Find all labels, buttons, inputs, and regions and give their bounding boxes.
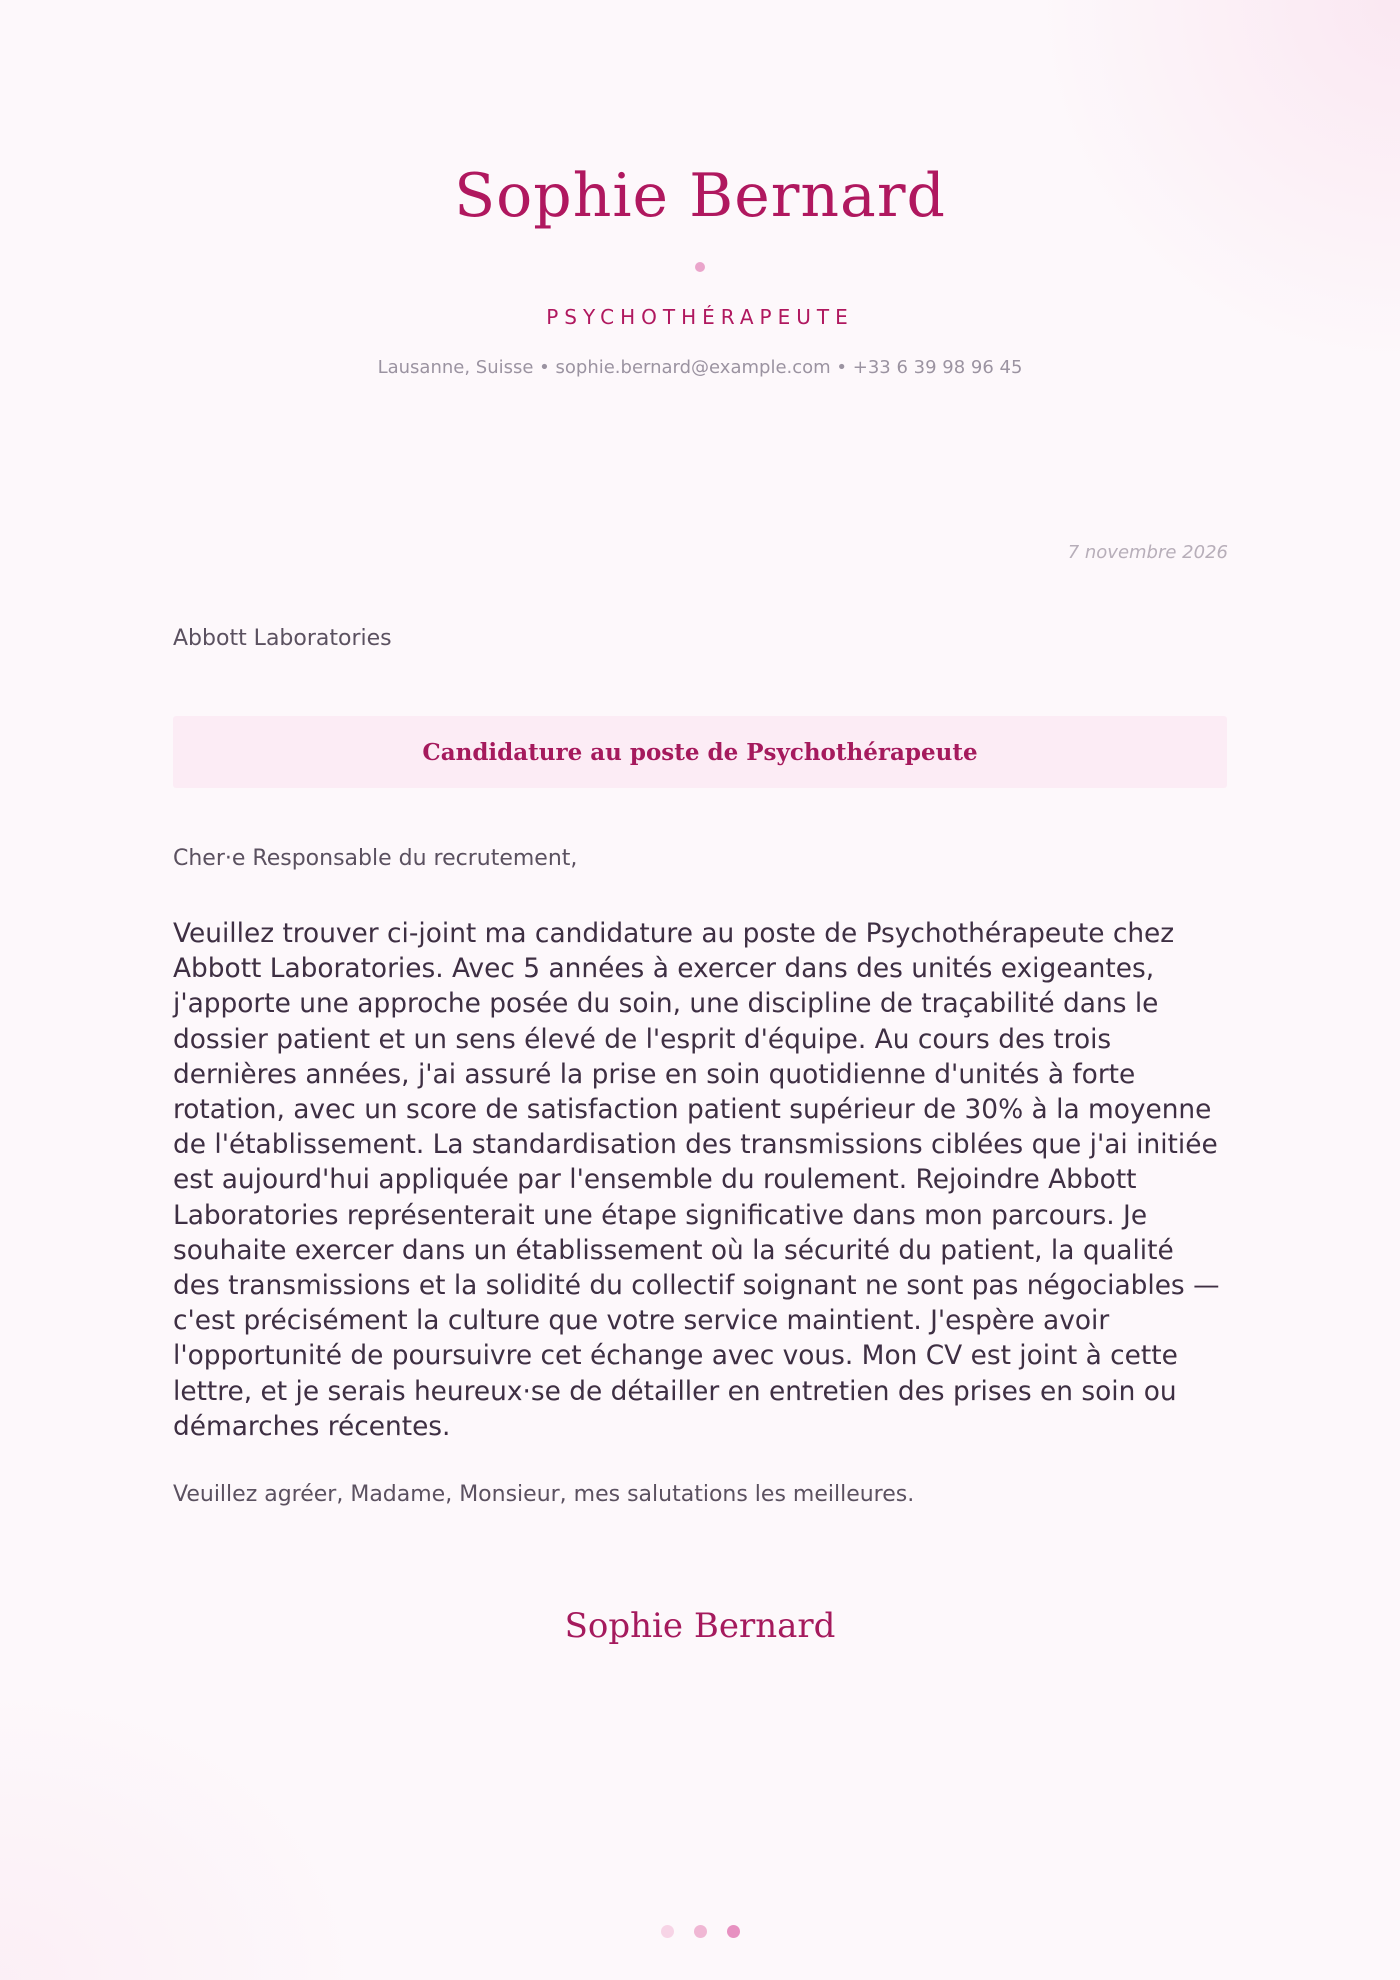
footer-dot-icon bbox=[727, 1925, 740, 1938]
recipient-company: Abbott Laboratories bbox=[173, 626, 392, 651]
letter-greeting: Cher·e Responsable du recrutement, bbox=[173, 846, 578, 871]
footer-decorative-dots bbox=[0, 1925, 1400, 1938]
header-decorative-dot bbox=[695, 262, 705, 272]
letter-header bbox=[0, 160, 1400, 380]
sender-name: Sophie Bernard bbox=[454, 161, 946, 231]
letter-subject: Candidature au poste de Psychothérapeute bbox=[422, 738, 978, 766]
sender-contact: Lausanne, Suisse • sophie.bernard@example.com • +33 6 39 98 96 45 bbox=[377, 357, 1023, 378]
signature: Sophie Bernard bbox=[564, 1606, 836, 1646]
letter-body: Veuillez trouver ci-joint ma candidature au poste de Psychothérapeute chez Abbott Laboratories. Avec 5 années à exercer dans des unités exigeantes, j'apporte une approche posée du soin, une discipline de traçabilité dans le dossier patient et un sens élevé de l'esprit d'équipe. Au cours des trois dernières années, j'ai assuré la prise en soin quotidienne d'unités à forte rotation, avec un score de satisfaction patient supérieur de 30% à la moyenne de l'établissement. La standardisation des transmissions ciblées que j'ai initiée est aujourd'hui appliquée par l'ensemble du roulement. Rejoindre Abbott Laboratories représenterait une étape significative dans mon parcours. Je souhaite exercer dans un établissement où la sécurité du patient, la qualité des transmissions et la solidité du collectif soignant ne sont pas négociables — c'est précisément la culture que votre service maintient. J'espère avoir l'opportunité de poursuivre cet échange avec vous. Mon CV est joint à cette lettre, et je serais heureux·se de détailler en entretien des prises en soin ou démarches récentes. bbox=[173, 918, 1220, 1442]
sender-role: PSYCHOTHÉRAPEUTE bbox=[546, 305, 854, 329]
letter-date: 7 novembre 2026 bbox=[1067, 542, 1228, 563]
footer-dot-icon bbox=[694, 1925, 707, 1938]
letter-closing: Veuillez agréer, Madame, Monsieur, mes salutations les meilleures. bbox=[173, 1482, 915, 1507]
subject-banner bbox=[173, 716, 1227, 788]
footer-dot-icon bbox=[661, 1925, 674, 1938]
